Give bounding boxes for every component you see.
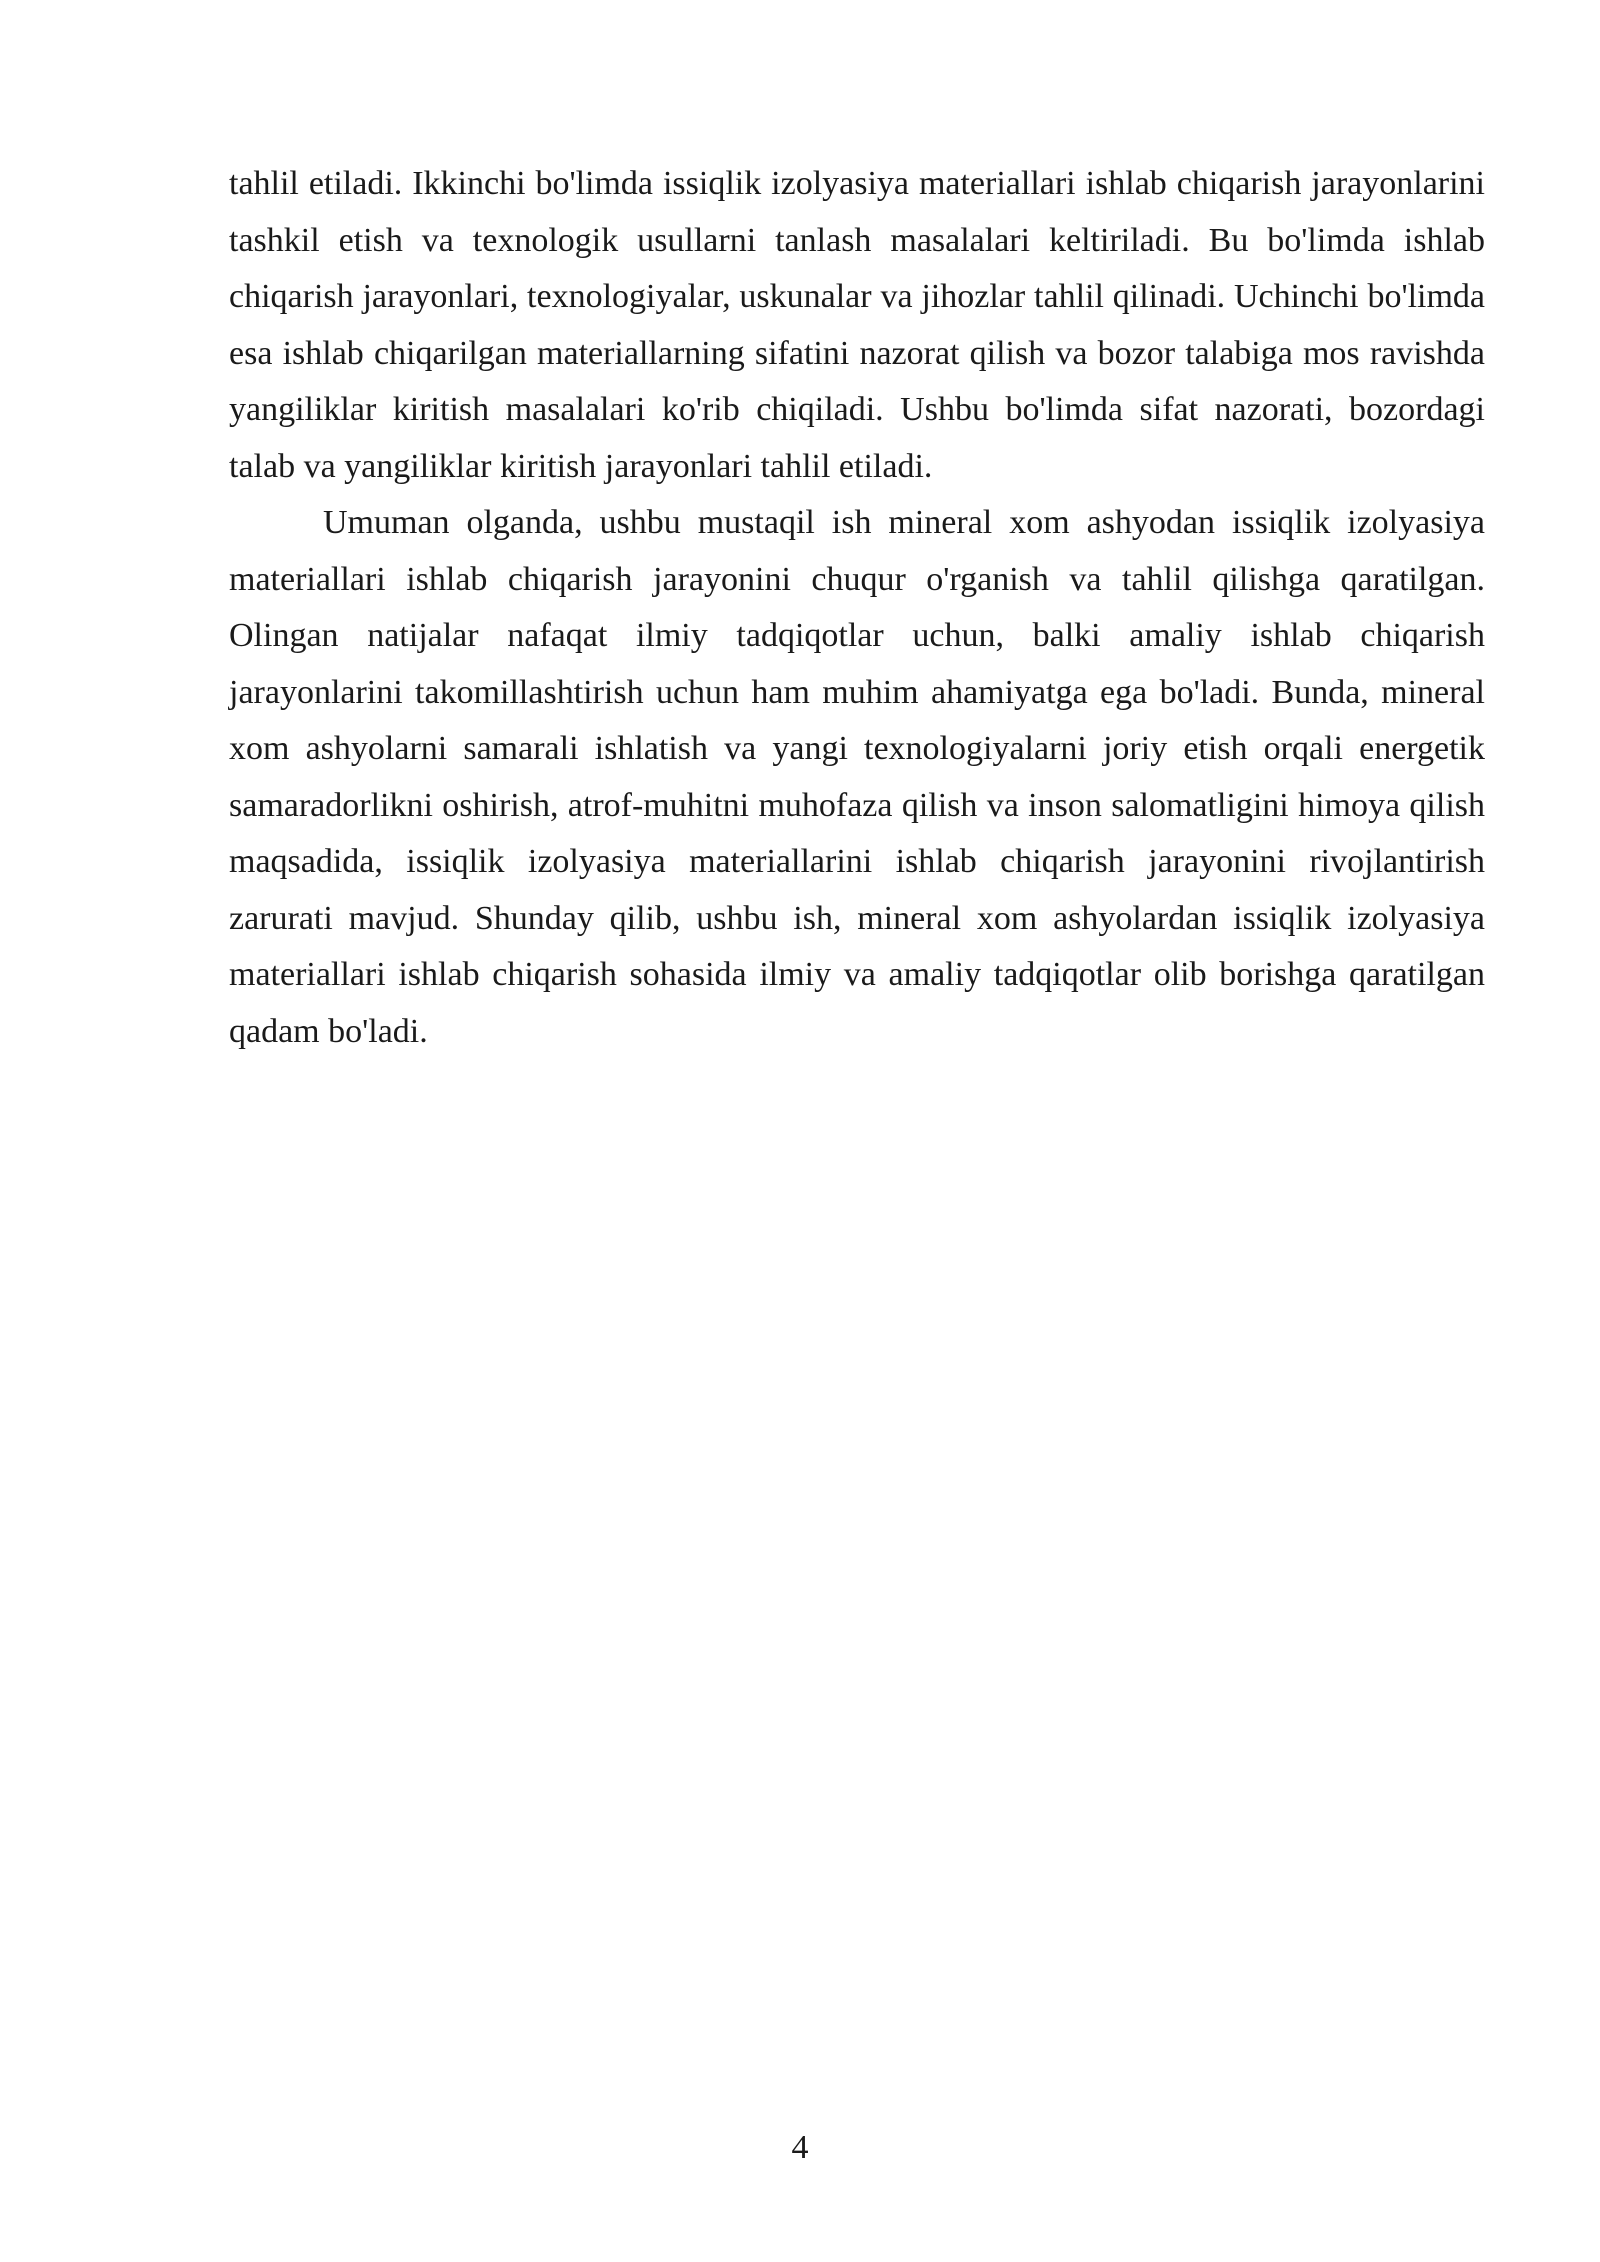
paragraph-conclusion: Umuman olganda, ushbu mustaqil ish mineral xom ashyodan issiqlik izolyasiya materiallari ishlab chiqarish jarayonini chuqur o'rganish va tahlil qilishga qaratilgan. Olingan natijalar nafaqat ilmiy tadqiqotlar uchun, balki amaliy ishlab chiqarish jarayonlarini takomillashtirish uchun ham muhim ahamiyatga ega bo'ladi. Bunda, mineral xom ashyolarni samarali ishlatish va yangi texnologiyalarni joriy etish orqali energetik samaradorlikni oshirish, atrof-muhitni muhofaza qilish va inson salomatligini himoya qilish maqsadida, issiqlik izolyasiya materiallarini ishlab chiqarish jarayonini rivojlantirish zarurati mavjud. Shunday qilib, ushbu ish, mineral xom ashyolardan issiqlik izolyasiya materiallari ishlab chiqarish sohasida ilmiy va amaliy tadqiqotlar olib borishga qaratilgan qadam bo'ladi.	[229, 504, 1485, 1050]
body-text	[229, 156, 1485, 1060]
paragraph-continuation: tahlil etiladi. Ikkinchi bo'limda issiqlik izolyasiya materiallari ishlab chiqarish jarayonlarini tashkil etish va texnologik usullarni tanlash masalalari keltiriladi. Bu bo'limda ishlab chiqarish jarayonlari, texnologiyalar, uskunalar va jihozlar tahlil qilinadi. Uchinchi bo'limda esa ishlab chiqarilgan materiallarning sifatini nazorat qilish va bozor talabiga mos ravishda yangiliklar kiritish masalalari ko'rib chiqiladi. Ushbu bo'limda sifat nazorati, bozordagi talab va yangiliklar kiritish jarayonlari tahlil etiladi.	[229, 165, 1485, 485]
page-number: 4	[791, 2129, 809, 2166]
